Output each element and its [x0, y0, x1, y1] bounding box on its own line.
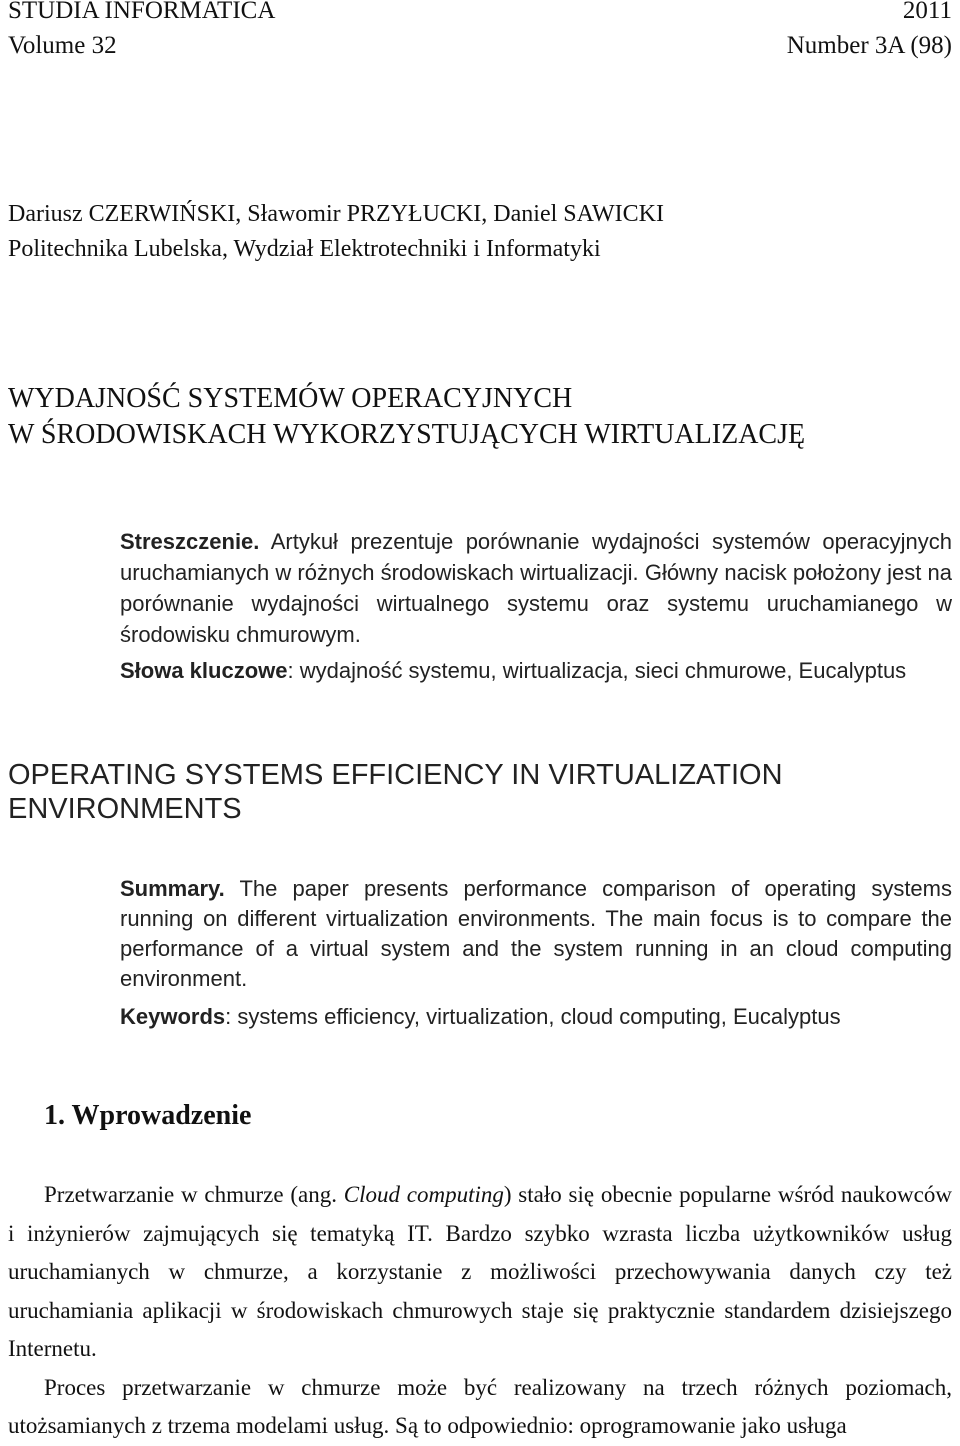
body-p1-rest: ) stało się obecnie popularne wśród naukowców i inżynierów zajmujących się tematyką IT. Bardzo szybko wzrasta liczba użytkowników usług uruchamianych w chmurze, a korzystanie z możliwości przechowywania danych czy też uruchamiania aplikacji w środowiskach chmurowych staje się praktycznie standardem dzisiejszego Internetu. [8, 1182, 952, 1361]
journal-year: 2011 [902, 0, 952, 24]
keywords-pl [120, 655, 952, 686]
abstract-pl-text: Artykuł prezentuje porównanie wydajności systemów operacyjnych uruchamianych w różnych środowiskach wirtualizacji. Główny nacisk położony jest na porównanie wydajności wirtualnego systemu oraz systemu uruchamianego w środowisku chmurowym. [120, 529, 952, 647]
body-paragraph-2: Proces przetwarzanie w chmurze może być realizowany na trzech różnych poziomach, utożsamianych z trzema modelami usług. Są to odpowiednio: oprogramowanie jako usługa [8, 1374, 952, 1438]
title-pl-line1: WYDAJNOŚĆ SYSTEMÓW OPERACYJNYCH [8, 383, 573, 414]
journal-number: Number 3A (98) [786, 32, 952, 59]
abstract-en-label: Summary. [120, 876, 225, 901]
journal-volume: Volume 32 [8, 32, 117, 59]
keywords-en-label: Keywords [120, 1004, 226, 1029]
abstract-pl-label: Streszczenie. [120, 529, 260, 554]
keywords-en [120, 1002, 952, 1032]
abstract-pl [120, 526, 952, 686]
body-paragraph-1 [8, 1176, 952, 1369]
keywords-pl-text: : wydajność systemu, wirtualizacja, sieci chmurowe, Eucalyptus [287, 658, 907, 683]
keywords-en-text: : systems efficiency, virtualization, cloud computing, Eucalyptus [225, 1004, 841, 1029]
title-pl-line2: W ŚRODOWISKACH WYKORZYSTUJĄCYCH WIRTUALIZACJĘ [8, 419, 806, 450]
abstract-en-paragraph [120, 874, 952, 994]
section-heading: 1. Wprowadzenie [44, 1100, 252, 1131]
keywords-pl-label: Słowa kluczowe [120, 658, 288, 683]
abstract-en-text: The paper presents performance comparison of operating systems running on different virtualization environments. The main focus is to compare the performance of a virtual system and the system running in an cloud computing environment. [120, 876, 952, 991]
title-en: OPERATING SYSTEMS EFFICIENCY IN VIRTUALIZATION ENVIRONMENTS [8, 759, 783, 825]
author-affiliation: Politechnika Lubelska, Wydział Elektrotechniki i Informatyki [8, 236, 601, 262]
body-p1-italic-term: Cloud computing [343, 1182, 504, 1207]
section-body [8, 1176, 952, 1446]
journal-name: STUDIA INFORMATICA [8, 0, 276, 24]
abstract-pl-paragraph [120, 526, 952, 650]
author-names: Dariusz CZERWIŃSKI, Sławomir PRZYŁUCKI, Daniel SAWICKI [8, 201, 665, 227]
abstract-en [120, 874, 952, 1032]
body-p1-start: Przetwarzanie w chmurze (ang. [44, 1182, 344, 1207]
